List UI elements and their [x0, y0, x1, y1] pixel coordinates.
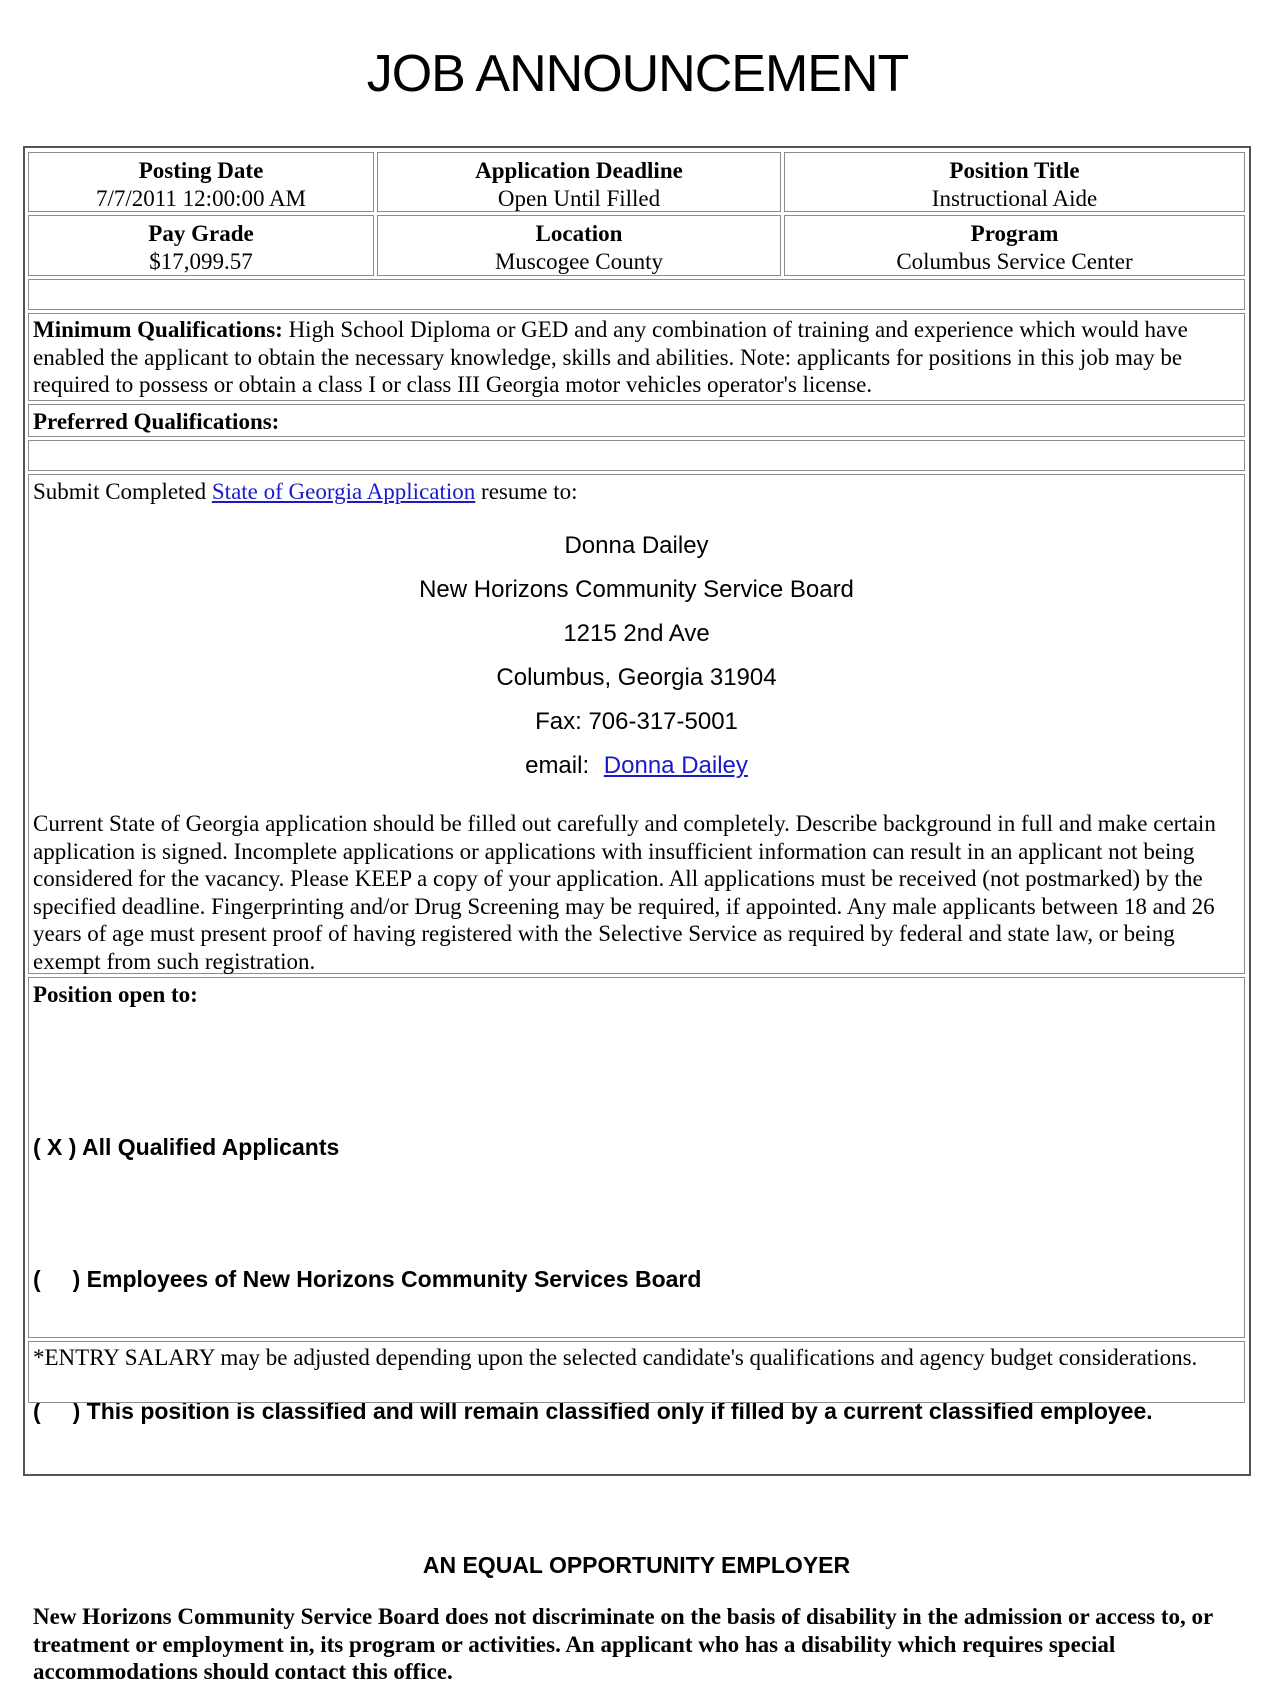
announcement-table — [23, 146, 1251, 1684]
position-title-label: Position Title — [949, 158, 1080, 183]
minimum-qualifications-text: High School Diploma or GED and any combination of training and experience which would have enabled the applicant to obtain the necessary knowledge, skills and abilities. Note: applicants for positions in this job may be required to possess or obtain a class I or class III Georgia motor vehicles operator's license. — [33, 317, 1188, 397]
submit-suffix: resume to: — [481, 479, 578, 504]
submit-section-cell — [28, 474, 1245, 974]
minimum-qualifications-label: Minimum Qualifications: — [33, 317, 283, 342]
application-deadline-value: Open Until Filled — [497, 186, 661, 211]
contact-name: Donna Dailey — [564, 532, 709, 559]
email-label: email: — [525, 752, 590, 779]
program-label: Program — [970, 221, 1059, 246]
option-employees: ( ) Employees of New Horizons Community Services Board — [33, 1266, 702, 1292]
email-link[interactable]: Donna Dailey — [603, 752, 748, 779]
submit-line — [29, 475, 1244, 506]
preferred-qualifications-label: Preferred Qualifications: — [33, 409, 280, 434]
empty-row — [28, 279, 1245, 310]
contact-city: Columbus, Georgia 31904 — [496, 664, 777, 691]
posting-date-label: Posting Date — [138, 158, 264, 183]
position-open-options — [29, 1037, 1244, 1521]
application-deadline-label: Application Deadline — [475, 158, 683, 183]
location-label: Location — [535, 221, 623, 246]
pay-grade-value: $17,099.57 — [149, 249, 253, 274]
posting-date-value: 7/7/2011 12:00:00 AM — [96, 186, 306, 211]
posting-date-cell — [28, 152, 374, 212]
entry-salary-footnote: *ENTRY SALARY may be adjusted depending upon the selected candidate's qualifications and agency budget considerations. — [28, 1341, 1245, 1403]
option-all-qualified: ( X ) All Qualified Applicants — [33, 1134, 340, 1160]
eoe-text: New Horizons Community Service Board does not discriminate on the basis of disability in the admission or access to, or treatment or employment in, its program or activities. An applicant who has a disability which requires special accommodations should contact this office. — [33, 1604, 1213, 1684]
application-deadline-cell — [377, 152, 781, 212]
empty-row — [28, 440, 1245, 471]
location-cell — [377, 215, 781, 276]
contact-street: 1215 2nd Ave — [563, 620, 710, 647]
position-title-value: Instructional Aide — [931, 186, 1098, 211]
minimum-qualifications-cell — [28, 313, 1245, 401]
contact-email — [29, 744, 1244, 788]
page-title: JOB ANNOUNCEMENT — [366, 45, 909, 103]
contact-fax: Fax: 706-317-5001 — [535, 708, 738, 735]
location-value: Muscogee County — [494, 249, 663, 274]
pay-grade-label: Pay Grade — [148, 221, 254, 246]
pay-grade-cell — [28, 215, 374, 276]
contact-block — [29, 524, 1244, 788]
program-value: Columbus Service Center — [896, 249, 1133, 274]
program-cell — [784, 215, 1245, 276]
option-classified: ( ) This position is classified and will remain classified only if filled by a current classified employee. — [33, 1398, 1153, 1424]
position-open-label-line — [29, 978, 1244, 1009]
contact-org: New Horizons Community Service Board — [419, 576, 854, 603]
submit-prefix: Submit Completed — [33, 479, 207, 504]
position-open-label: Position open to: — [33, 982, 198, 1007]
position-title-cell — [784, 152, 1245, 212]
preferred-qualifications-cell — [28, 404, 1245, 437]
state-application-link[interactable]: State of Georgia Application — [211, 479, 476, 504]
application-instructions: Current State of Georgia application should be filled out carefully and completely. Describe background in full and make certain application is signed. Incomplete applications or applications with insufficient information can result in an applicant not being considered for the vacancy. Please KEEP a copy of your application. All applications must be received (not postmarked) by the specified deadline. Fingerprinting and/or Drug Screening may be required, if appointed. Any male applicants between 18 and 26 years of age must present proof of having registered with the Selective Service as required by federal and state law, or being exempt from such registration. — [33, 811, 1216, 974]
eoe-heading: AN EQUAL OPPORTUNITY EMPLOYER — [422, 1552, 851, 1578]
